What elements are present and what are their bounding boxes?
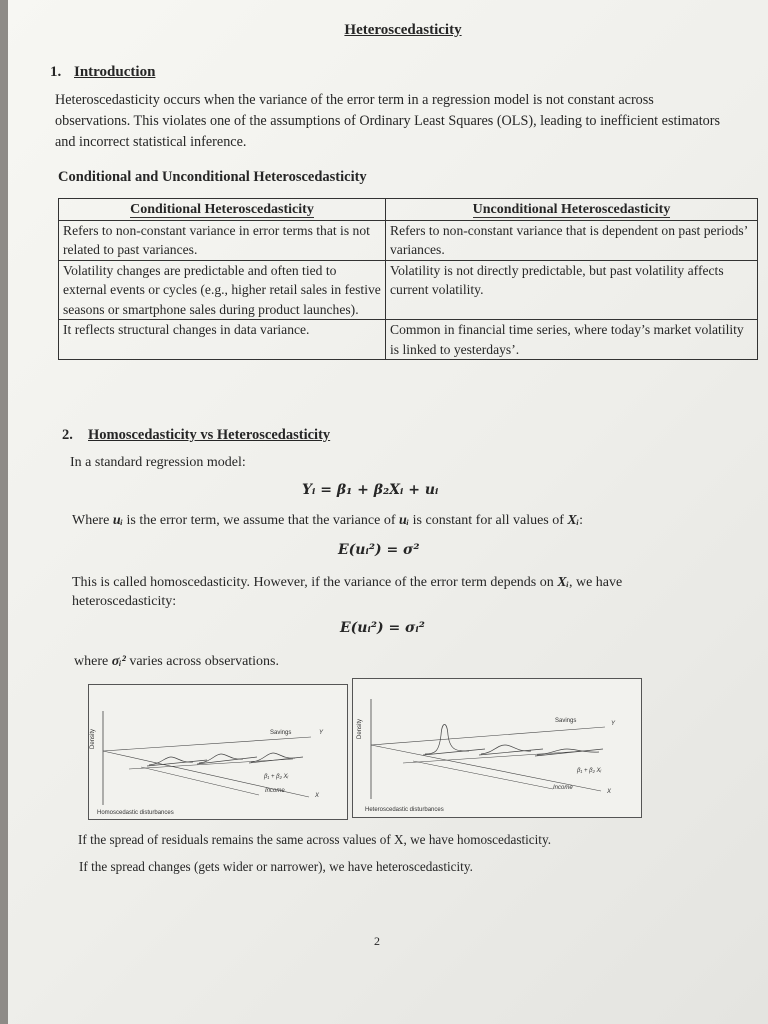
table-row [59,220,758,260]
x-label: X [607,789,612,795]
math-sigma: σᵢ² [111,654,126,669]
heteroscedasticity-sentence: This is called homoscedasticity. However, if the variance of the error term depends on Xᵢ, we have heteroscedasticity: [72,575,623,609]
homoscedastic-variance-equation: E(uᵢ²) = σ² [338,542,420,558]
guide-line [141,767,259,795]
table-heading: Conditional and Unconditional Heteroscedasticity [58,169,367,185]
document-page [8,0,768,1024]
section-title: Homoscedasticity vs Heteroscedasticity [88,427,331,443]
density-label: Density [90,728,96,749]
table-cell: Volatility changes are predictable and often tied to external events or cycles (e.g., higher retail sales in festive seasons or smartphone sales during product launches). [59,260,386,320]
figure-caption: Heteroscedastic disturbances [365,807,444,813]
table-row [59,260,758,320]
savings-axis [103,737,311,751]
y-label: Y [319,730,324,736]
table-cell: Refers to non-constant variance that is dependent on past periods’ variances. [386,220,758,260]
table-header-row [59,199,758,221]
table-header-unconditional: Unconditional Heteroscedasticity [386,199,758,221]
comparison-table [58,198,758,360]
x-label: X [315,793,320,799]
math-u: uᵢ [112,513,123,528]
figure-caption: Homoscedastic disturbances [97,810,174,816]
section-heading-homoscedasticity [62,427,330,444]
savings-axis [371,727,605,745]
page-number: 2 [374,934,380,948]
math-x: Xᵢ [567,513,580,528]
y-label: Y [611,721,616,727]
homoscedastic-diagram [89,685,347,819]
heteroscedasticity-note: If the spread changes (gets wider or narrower), we have heteroscedasticity. [79,859,473,874]
heteroscedastic-variance-equation: E(uᵢ²) = σᵢ² [340,620,425,636]
density-label: Density [357,718,363,739]
savings-label: Savings [270,730,292,736]
guide-line [413,761,553,789]
page-title: Heteroscedasticity [344,22,462,38]
model-intro: In a standard regression model: [70,455,246,470]
table-cell: It reflects structural changes in data variance. [59,320,386,360]
error-term-sentence: Where uᵢ is the error term, we assume that the variance of uᵢ is constant for all values of Xᵢ: [72,513,584,528]
income-label: Income [553,785,573,791]
regression-equation: Yᵢ = β₁ + β₂Xᵢ + uᵢ [302,482,439,498]
table-header-conditional: Conditional Heteroscedasticity [59,199,386,221]
heteroscedastic-figure [352,678,642,818]
math-x: Xᵢ [557,575,569,590]
math-u: uᵢ [399,513,410,528]
table-cell: Common in financial time series, where today’s market volatility is linked to yesterdays’. [386,320,758,360]
heteroscedastic-diagram [353,679,641,817]
intro-paragraph: Heteroscedasticity occurs when the variance of the error term in a regression model is not constant across observations. This violates one of the assumptions of Ordinary Least Squares (OLS), leading to inefficient estimators and incorrect statistical inference. [55,92,720,150]
table-cell: Refers to non-constant variance in error terms that is not related to past variances. [59,220,386,260]
regression-line-label: β₁ + β₂ Xᵢ [264,774,289,780]
income-label: Income [265,788,285,794]
density-curves [147,753,303,766]
table-cell: Volatility is not directly predictable, but past volatility affects current volatility. [386,260,758,320]
section-number: 2. [62,427,73,443]
regression-line-label: β₁ + β₂ Xᵢ [577,768,602,774]
sigma-sentence: where σᵢ² varies across observations. [74,654,280,669]
homoscedastic-figure [88,684,348,820]
savings-label: Savings [555,718,577,724]
section-number: 1. [50,64,62,80]
table-row [59,320,758,360]
homoscedasticity-note: If the spread of residuals remains the same across values of X, we have homoscedasticity. [78,832,552,847]
section-heading-introduction [50,64,155,81]
section-title: Introduction [74,64,156,80]
